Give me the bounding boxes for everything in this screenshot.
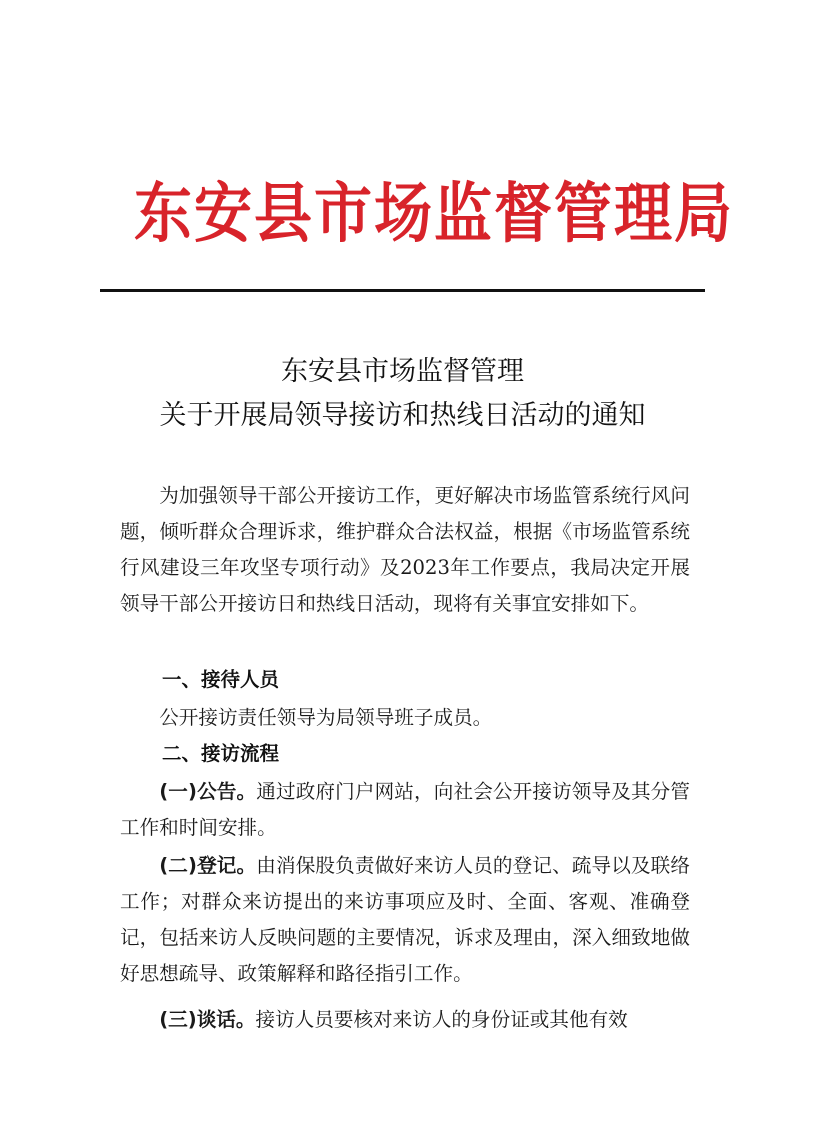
section1-paragraph: [120, 700, 690, 736]
item3-paragraph: [120, 1002, 690, 1038]
item2-label: (二)登记。: [159, 854, 257, 877]
section2-heading: 二、接访流程: [162, 742, 280, 765]
section1-heading: 一、接待人员: [162, 668, 280, 691]
item2-text: 由消保股负责做好来访人员的登记、疏导以及联络工作；对群众来访提出的来访事项应及时、全面、客观、准确登记，包括来访人反映问题的主要情况，诉求及理由，深入细致地做好思想疏导、政策解释和路径指引工作。: [120, 854, 690, 985]
item2-paragraph: [120, 848, 690, 992]
section1-text: 公开接访责任领导为局领导班子成员。: [159, 706, 493, 729]
item1-paragraph: [120, 774, 690, 846]
item1-label: (一)公告。: [159, 780, 257, 803]
letterhead-divider: [100, 289, 705, 292]
document-title-line2: 关于开展局领导接访和热线日活动的通知: [159, 400, 646, 431]
intro-text: 为加强领导干部公开接访工作，更好解决市场监管系统行风问题，倾听群众合理诉求，维护群众合法权益，根据《市场监管系统行风建设三年攻坚专项行动》及2023年工作要点，我局决定开展领导干部公开接访日和热线日活动，现将有关事宜安排如下。: [120, 484, 690, 615]
agency-letterhead: 东安县市场监督管理局: [134, 174, 735, 252]
document-title-line1: 东安县市场监督管理: [281, 356, 524, 387]
item3-text: 接访人员要核对来访人的身份证或其他有效: [255, 1008, 628, 1031]
item1-text: 通过政府门户网站，向社会公开接访领导及其分管工作和时间安排。: [120, 780, 690, 839]
intro-paragraph: [120, 478, 690, 622]
item3-label: (三)谈话。: [159, 1008, 256, 1031]
